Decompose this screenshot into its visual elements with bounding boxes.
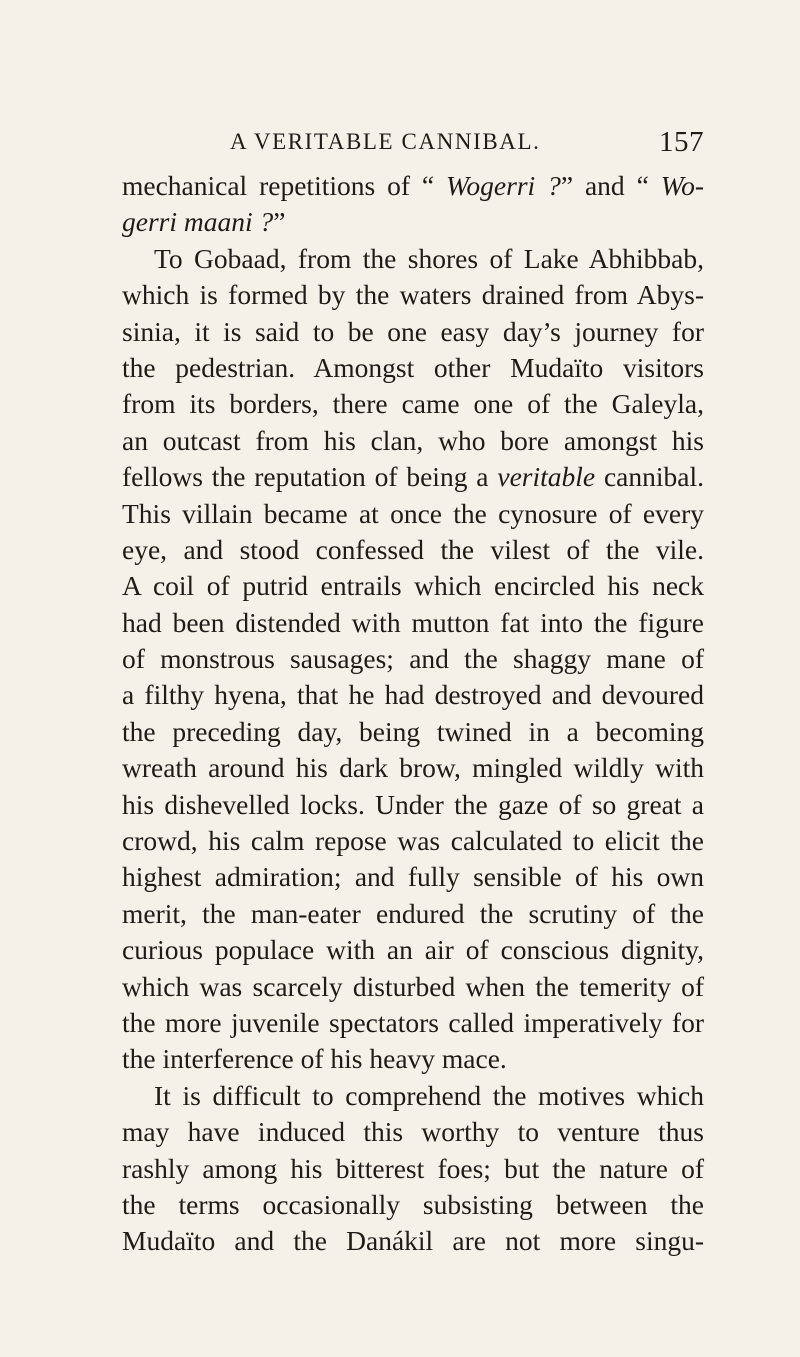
text-segment: mechanical repetitions of “ xyxy=(122,170,447,201)
running-title: A VERITABLE CANNIBAL. xyxy=(230,129,541,154)
text-segment: which is formed by the waters drained from Abys- xyxy=(122,279,704,311)
text-line xyxy=(122,568,704,604)
body-text xyxy=(122,168,704,1260)
text-segment: an outcast from his clan, who bore amongst his xyxy=(122,424,704,456)
text-line xyxy=(122,496,704,532)
text-segment: This villain became at once the cynosure of every xyxy=(122,497,704,529)
text-line xyxy=(122,1223,704,1259)
text-segment: which was scarcely disturbed when the temerity of xyxy=(122,970,704,1002)
text-line xyxy=(122,168,704,204)
text-line xyxy=(122,823,704,859)
text-segment: may have induced this worthy to venture thus xyxy=(122,1116,704,1148)
text-line xyxy=(122,1078,704,1114)
text-line xyxy=(122,277,704,313)
text-line xyxy=(122,859,704,895)
text-line xyxy=(122,677,704,713)
text-line xyxy=(122,932,704,968)
text-line xyxy=(122,641,704,677)
text-line xyxy=(122,1005,704,1041)
text-segment: fellows the reputation of being a xyxy=(122,461,498,493)
text-line xyxy=(122,204,704,240)
text-line xyxy=(122,532,704,568)
text-line xyxy=(122,1114,704,1150)
text-line xyxy=(122,423,704,459)
text-segment: highest admiration; and fully sensible of his own xyxy=(122,861,704,893)
text-line xyxy=(122,969,704,1005)
text-segment: Mudaïto and the Danákil are not more singu- xyxy=(122,1225,704,1257)
text-segment: ” and “ xyxy=(560,170,661,201)
text-segment: wreath around his dark brow, mingled wildly with xyxy=(122,752,704,784)
text-segment: a filthy hyena, that he had destroyed and devoured xyxy=(122,679,704,711)
text-segment: the preceding day, being twined in a becoming xyxy=(122,715,704,747)
italic-text: Wo- xyxy=(660,170,704,201)
text-segment: curious populace with an air of conscious dignity, xyxy=(122,934,704,966)
text-line xyxy=(122,1041,704,1077)
text-segment: To Gobaad, from the shores of Lake Abhibbab, xyxy=(154,242,704,274)
text-line xyxy=(122,750,704,786)
text-segment: of monstrous sausages; and the shaggy mane of xyxy=(122,643,704,675)
text-line xyxy=(122,605,704,641)
text-segment: from its borders, there came one of the Galeyla, xyxy=(122,388,704,420)
italic-text: Wogerri ? xyxy=(446,170,561,201)
text-line xyxy=(122,459,704,495)
text-line xyxy=(122,896,704,932)
text-segment: crowd, his calm repose was calculated to elicit the xyxy=(122,825,704,857)
text-segment: rashly among his bitterest foes; but the nature of xyxy=(122,1152,704,1184)
text-segment: the terms occasionally subsisting between the xyxy=(122,1188,704,1220)
running-head xyxy=(122,122,704,162)
text-segment: his dishevelled locks. Under the gaze of so great a xyxy=(122,788,704,820)
italic-text: veritable xyxy=(497,461,596,493)
text-line xyxy=(122,714,704,750)
text-segment: cannibal. xyxy=(595,461,704,493)
text-line xyxy=(122,787,704,823)
text-segment: merit, the man-eater endured the scrutiny of the xyxy=(122,897,704,929)
text-line xyxy=(122,241,704,277)
page-number: 157 xyxy=(659,126,704,158)
text-segment: had been distended with mutton fat into the figure xyxy=(122,606,704,638)
text-segment: eye, and stood confessed the vilest of the vile. xyxy=(122,533,704,565)
text-line xyxy=(122,1187,704,1223)
text-segment: ” xyxy=(273,206,286,238)
text-segment: A coil of putrid entrails which encircled his neck xyxy=(122,570,704,602)
text-segment: the more juvenile spectators called imperatively for xyxy=(122,1006,704,1038)
text-segment: sinia, it is said to be one easy day’s journey for xyxy=(122,315,704,347)
text-segment: the pedestrian. Amongst other Mudaïto visitors xyxy=(122,351,704,383)
text-line xyxy=(122,314,704,350)
italic-text: gerri maani ? xyxy=(122,206,274,238)
text-line xyxy=(122,386,704,422)
text-line xyxy=(122,1151,704,1187)
text-segment: the interference of his heavy mace. xyxy=(122,1043,507,1075)
text-segment: It is difficult to comprehend the motives which xyxy=(154,1079,704,1111)
text-line xyxy=(122,350,704,386)
